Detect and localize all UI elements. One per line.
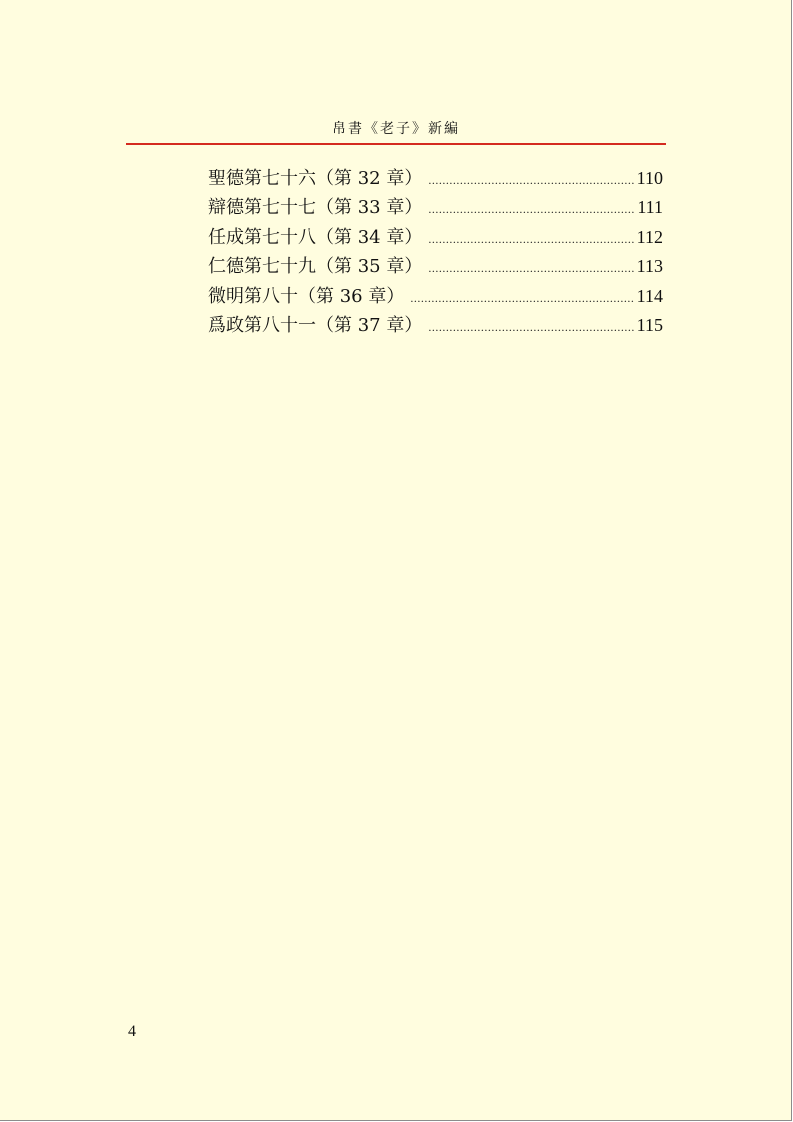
toc-entry-title: 微明第八十（第 36 章） xyxy=(208,285,405,307)
header-rule xyxy=(126,143,666,145)
toc-entry[interactable] xyxy=(208,252,663,281)
toc-entry-title: 任成第七十八（第 34 章） xyxy=(208,226,423,248)
running-header: 帛書《老子》新編 xyxy=(332,121,460,137)
toc-entry[interactable] xyxy=(208,311,663,340)
toc-entry[interactable] xyxy=(208,164,663,193)
toc-entry-title: 仁德第七十九（第 35 章） xyxy=(208,256,423,278)
toc-entry-page: 115 xyxy=(636,314,663,335)
table-of-contents xyxy=(208,164,663,340)
toc-entry-page: 113 xyxy=(636,256,663,277)
toc-entry[interactable] xyxy=(208,282,663,311)
toc-dot-leader xyxy=(428,232,634,247)
toc-entry-page: 114 xyxy=(636,285,663,306)
toc-dot-leader xyxy=(428,320,634,335)
toc-dot-leader xyxy=(428,261,634,276)
toc-entry-title: 聖德第七十六（第 32 章） xyxy=(208,168,423,189)
page-number: 4 xyxy=(128,1023,136,1040)
toc-entry[interactable] xyxy=(208,193,663,222)
toc-entry[interactable] xyxy=(208,223,663,252)
toc-entry-title: 爲政第八十一（第 37 章） xyxy=(208,314,423,336)
toc-entry-page: 111 xyxy=(637,197,663,218)
toc-dot-leader xyxy=(428,202,635,217)
toc-dot-leader xyxy=(410,291,634,306)
toc-entry-title: 辯德第七十七（第 33 章） xyxy=(208,197,423,219)
toc-entry-page: 110 xyxy=(636,168,663,188)
toc-entry-page: 112 xyxy=(636,226,663,247)
toc-dot-leader xyxy=(428,173,634,188)
